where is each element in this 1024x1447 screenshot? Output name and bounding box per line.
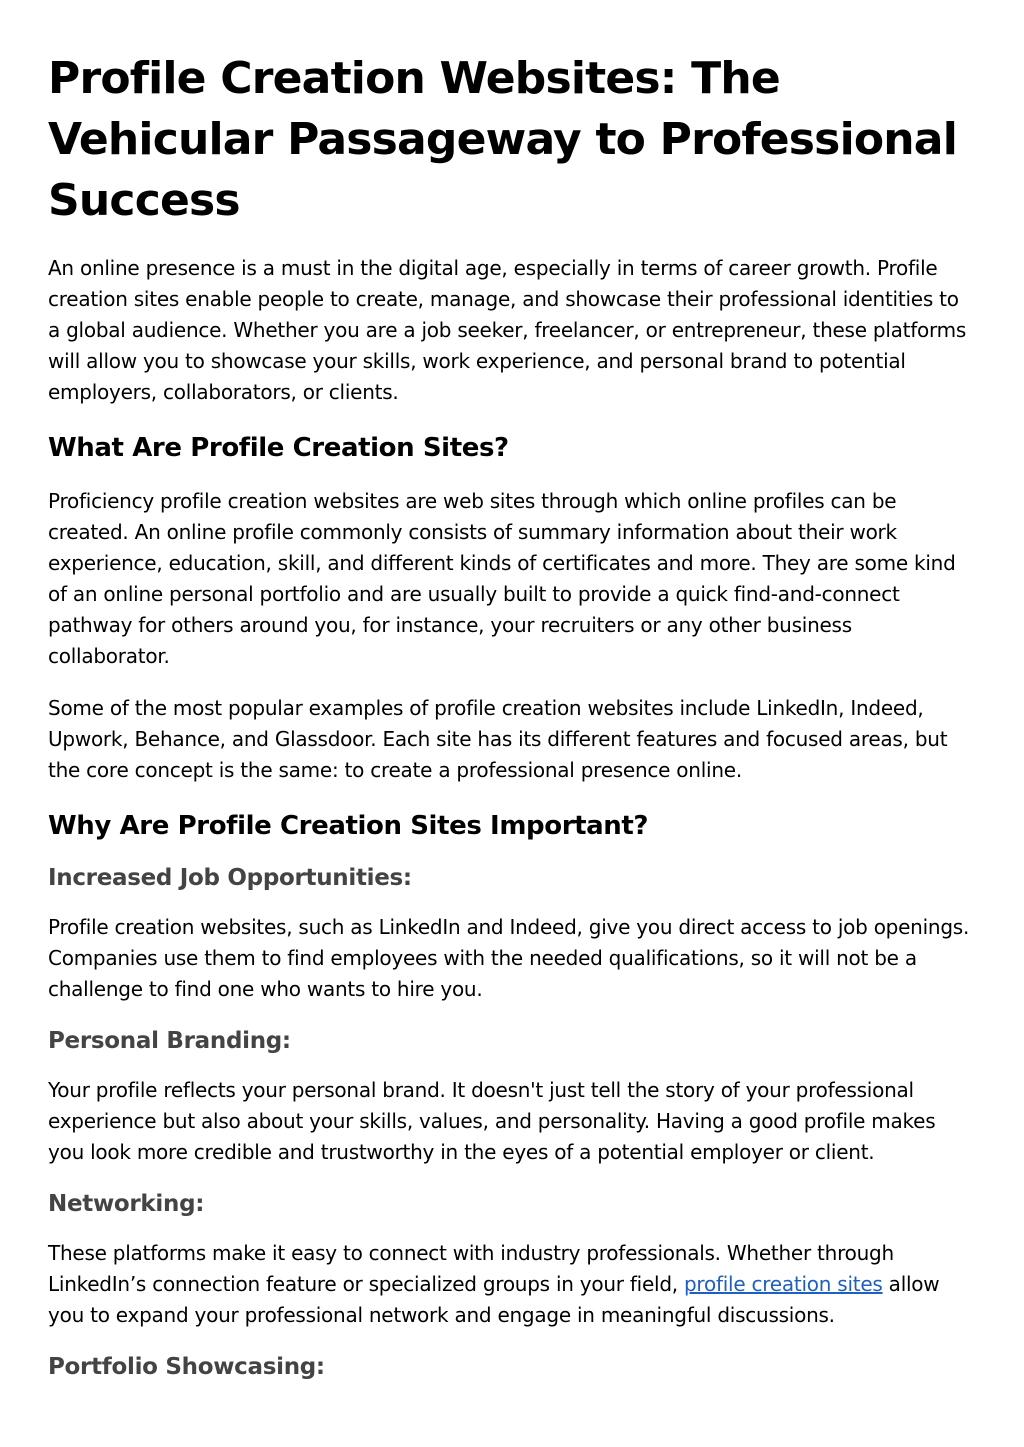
subheading-personal-branding: Personal Branding:	[48, 1028, 291, 1054]
page-title: Profile Creation Websites: The Vehicular Passageway to Professional Success	[48, 53, 957, 226]
subheading-job-opportunities: Increased Job Opportunities:	[48, 865, 412, 891]
job-opportunities-paragraph: Profile creation websites, such as LinkedIn and Indeed, give you direct access to job openings. Companies use them to find employees with the needed qualifications, so it will not be a challenge to find one who wants to hire you.	[48, 915, 970, 1001]
what-paragraph-2: Some of the most popular examples of profile creation websites include LinkedIn, Indeed, Upwork, Behance, and Glassdoor. Each site has its different features and focused areas, but the core concept is the same: to create a professional presence online.	[48, 696, 948, 782]
networking-paragraph	[48, 1238, 976, 1331]
section-heading-what: What Are Profile Creation Sites?	[48, 433, 509, 463]
subheading-portfolio-showcasing: Portfolio Showcasing:	[48, 1354, 325, 1380]
profile-creation-sites-link[interactable]: profile creation sites	[683, 1272, 883, 1296]
subheading-networking: Networking:	[48, 1191, 205, 1217]
networking-text-after-link: allow you to expand your professional network and engage in meaningful discussions.	[48, 1272, 940, 1327]
networking-text-before-link: These platforms make it easy to connect with industry professionals. Whether through LinkedIn’s connection feature or specialized groups in your field,	[48, 1241, 894, 1296]
personal-branding-paragraph: Your profile reflects your personal brand. It doesn't just tell the story of your professional experience but also about your skills, values, and personality. Having a good profile makes you look more credible and trustworthy in the eyes of a potential employer or client.	[48, 1078, 936, 1164]
section-heading-why: Why Are Profile Creation Sites Important?	[48, 811, 649, 841]
what-paragraph-1: Proficiency profile creation websites are web sites through which online profiles can be created. An online profile commonly consists of summary information about their work experience, education, skill, and different kinds of certificates and more. They are some kind of an online personal portfolio and are usually built to provide a quick find-and-connect pathway for others around you, for instance, your recruiters or any other business collaborator.	[48, 489, 956, 668]
intro-paragraph: An online presence is a must in the digital age, especially in terms of career growth. Profile creation sites enable people to create, manage, and showcase their professional identities to a global audience. Whether you are a job seeker, freelancer, or entrepreneur, these platforms will allow you to showcase your skills, work experience, and personal brand to potential employers, collaborators, or clients.	[48, 256, 967, 404]
